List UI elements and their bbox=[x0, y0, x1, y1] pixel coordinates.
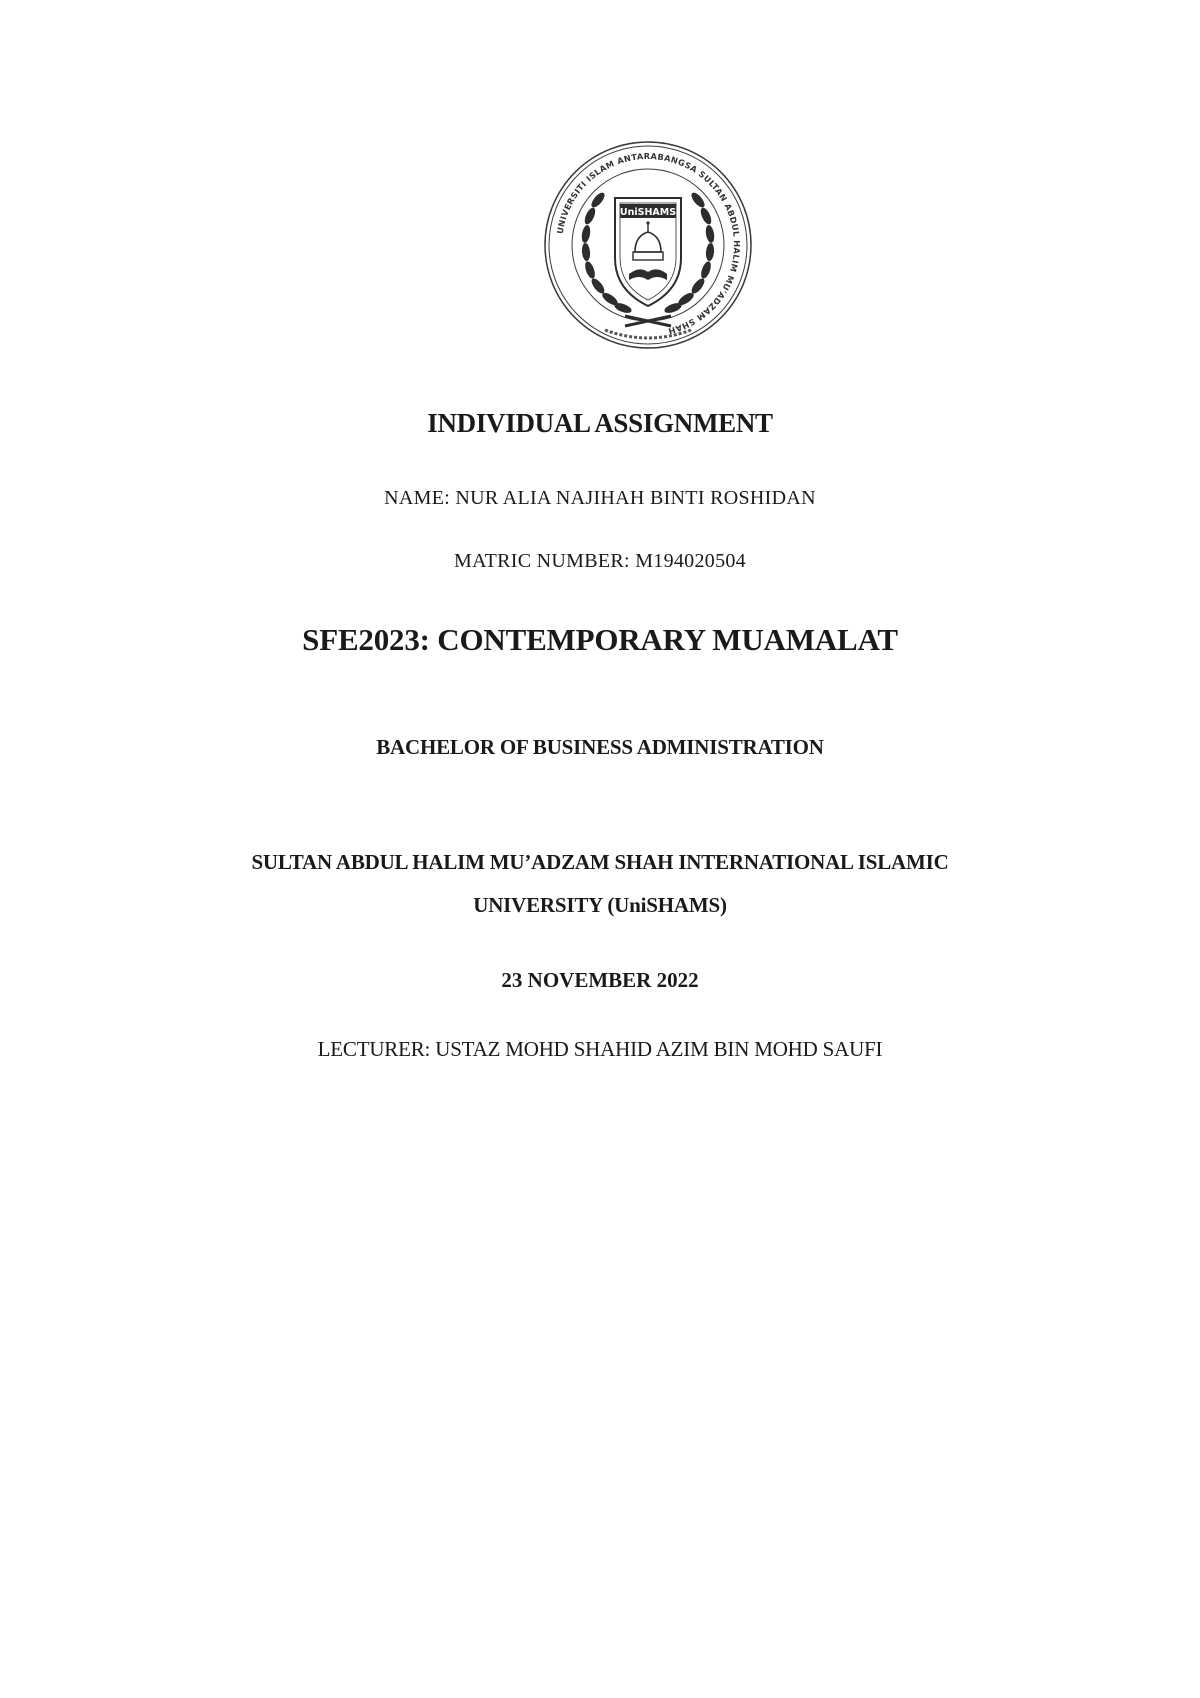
assignment-title: INDIVIDUAL ASSIGNMENT bbox=[427, 408, 773, 438]
university-seal-icon bbox=[543, 140, 753, 350]
matric-number: MATRIC NUMBER: M194020504 bbox=[454, 550, 746, 572]
submission-date: 23 NOVEMBER 2022 bbox=[501, 968, 699, 992]
svg-text:UNIVERSITI ISLAM ANTARABANGSA: UNIVERSITI ISLAM ANTARABANGSA SULTAN ABDUL HALIM MU'ADZAM SHAH bbox=[554, 150, 743, 337]
svg-text:UniSHAMS: UniSHAMS bbox=[619, 207, 677, 218]
university-name-line-1: SULTAN ABDUL HALIM MU’ADZAM SHAH INTERNATIONAL ISLAMIC bbox=[251, 850, 949, 874]
course-title: SFE2023: CONTEMPORARY MUAMALAT bbox=[302, 622, 898, 657]
university-name-line-2: UNIVERSITY (UniSHAMS) bbox=[473, 893, 727, 917]
student-name: NAME: NUR ALIA NAJIHAH BINTI ROSHIDAN bbox=[384, 487, 816, 509]
lecturer-name: LECTURER: USTAZ MOHD SHAHID AZIM BIN MOHD SAUFI bbox=[317, 1037, 883, 1061]
program-name: BACHELOR OF BUSINESS ADMINISTRATION bbox=[376, 735, 824, 759]
